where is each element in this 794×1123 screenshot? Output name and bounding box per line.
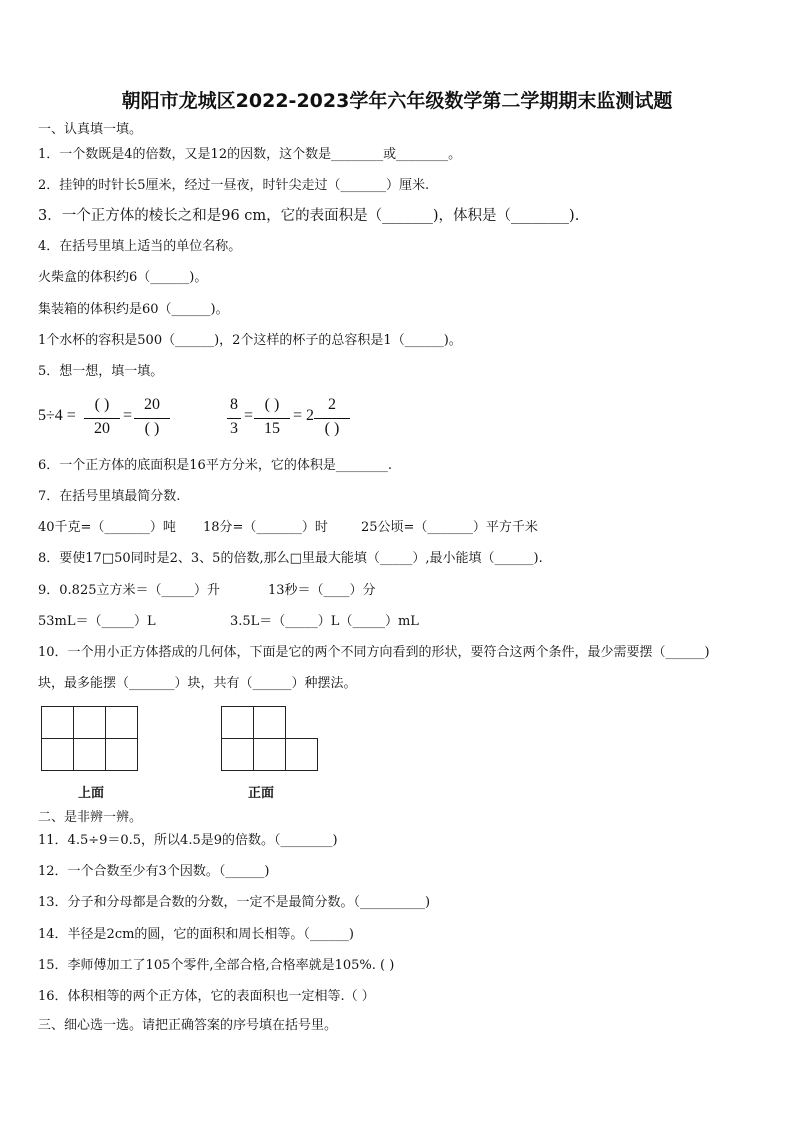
question-9a: 9．0.825立方米＝（_____）升 — [38, 583, 220, 598]
q5-eq1-f2-numerator: 20 — [144, 396, 160, 413]
question-9c: 53mL＝（_____）L — [38, 614, 156, 629]
question-10-part-1: 10．一个用小正方体搭成的几何体，下面是它的两个不同方向看到的形状，要符合这两个条件，最少需要摆（______) — [38, 645, 710, 660]
q5-eq2-f1-bar — [254, 418, 290, 419]
q5-eq2-f2-denominator: ( ) — [324, 420, 340, 437]
question-4: 4．在括号里填上适当的单位名称。 — [38, 239, 242, 254]
front-view-cell — [221, 706, 254, 739]
question-8: 8．要使17□50同时是2、3、5的倍数,那么□里最大能填（_____）,最小能填（______). — [38, 551, 543, 566]
top-view-cell — [41, 738, 74, 771]
question-9d: 3.5L＝（_____）L（_____）mL — [230, 614, 419, 629]
q5-eq2-equals-2: = 2 — [293, 407, 315, 424]
page-title: 朝阳市龙城区2022-2023学年六年级数学第二学期期末监测试题 — [121, 90, 673, 112]
front-view-cell — [253, 738, 286, 771]
top-view-cell — [73, 706, 106, 739]
question-6: 6．一个正方体的底面积是16平方分米，它的体积是________. — [38, 458, 392, 473]
top-view-cell — [73, 738, 106, 771]
question-1: 1．一个数既是4的倍数，又是12的因数，这个数是________或________。 — [38, 147, 462, 162]
top-view-cell — [105, 738, 138, 771]
q5-eq1-f1-bar — [84, 418, 120, 419]
question-2: 2．挂钟的时针长5厘米，经过一昼夜，时针尖走过（_______）厘米. — [38, 178, 430, 193]
q5-eq1-lhs: 5÷4 = — [38, 407, 76, 424]
q5-eq2-f1-denominator: 15 — [264, 420, 280, 437]
question-5: 5．想一想，填一填。 — [38, 364, 164, 379]
top-view-cell — [105, 706, 138, 739]
front-view-cell — [253, 706, 286, 739]
question-14: 14．半径是2cm的圆，它的面积和周长相等。（______) — [38, 927, 354, 942]
q5-eq2-f2-numerator: 2 — [328, 396, 336, 413]
q5-eq2-f0-denominator: 3 — [230, 420, 238, 437]
q5-eq2-f1-numerator: ( ) — [264, 396, 280, 413]
section-heading-fill-in: 一、认真填一填。 — [38, 122, 143, 137]
question-9b: 13秒＝（____）分 — [268, 583, 376, 598]
top-view-cell — [41, 706, 74, 739]
front-view-cell — [221, 738, 254, 771]
question-10-part-2: 块，最多能摆（_______）块，共有（______）种摆法。 — [38, 676, 357, 691]
question-4b: 集装箱的体积约是60（______)。 — [38, 302, 229, 317]
question-16: 16．体积相等的两个正方体，它的表面积也一定相等.（ ） — [38, 989, 375, 1004]
question-4a: 火柴盒的体积约6（______)。 — [38, 270, 208, 285]
front-view-cell — [285, 738, 318, 771]
question-4c: 1个水杯的容积是500（______)，2个这样的杯子的总容积是1（______)。 — [38, 333, 462, 348]
section-heading-multiple-choice: 三、细心选一选。请把正确答案的序号填在括号里。 — [38, 1018, 338, 1033]
q5-eq2-f0-numerator: 8 — [230, 396, 238, 413]
q5-eq1-f2-denominator: ( ) — [144, 420, 160, 437]
q5-eq1-f2-bar — [134, 418, 170, 419]
q5-eq1-f1-numerator: ( ) — [94, 396, 110, 413]
q5-eq2-f2-bar — [314, 418, 350, 419]
q5-eq2-f0-bar — [227, 418, 241, 419]
front-view-label: 正面 — [248, 786, 275, 801]
question-12: 12．一个合数至少有3个因数。（______) — [38, 864, 270, 879]
question-7: 7．在括号里填最简分数. — [38, 489, 181, 504]
question-3: 3．一个正方体的棱长之和是96 cm，它的表面积是（_______)，体积是（________). — [38, 208, 580, 224]
section-heading-true-false: 二、是非辨一辨。 — [38, 810, 143, 825]
top-view-label: 上面 — [78, 786, 105, 801]
question-7a: 40千克=（_______）吨 — [38, 520, 176, 535]
question-15: 15．李师傅加工了105个零件,全部合格,合格率就是105%. ( ) — [38, 958, 395, 973]
question-7b: 18分=（_______）时 — [203, 520, 328, 535]
question-7c: 25公顷=（_______）平方千米 — [361, 520, 538, 535]
q5-eq1-f1-denominator: 20 — [94, 420, 110, 437]
q5-eq1-equals: = — [123, 407, 133, 424]
q5-eq2-equals-1: = — [244, 407, 254, 424]
question-11: 11．4.5÷9＝0.5，所以4.5是9的倍数。（________) — [38, 833, 338, 848]
question-13: 13．分子和分母都是合数的分数，一定不是最简分数。（__________) — [38, 895, 431, 910]
